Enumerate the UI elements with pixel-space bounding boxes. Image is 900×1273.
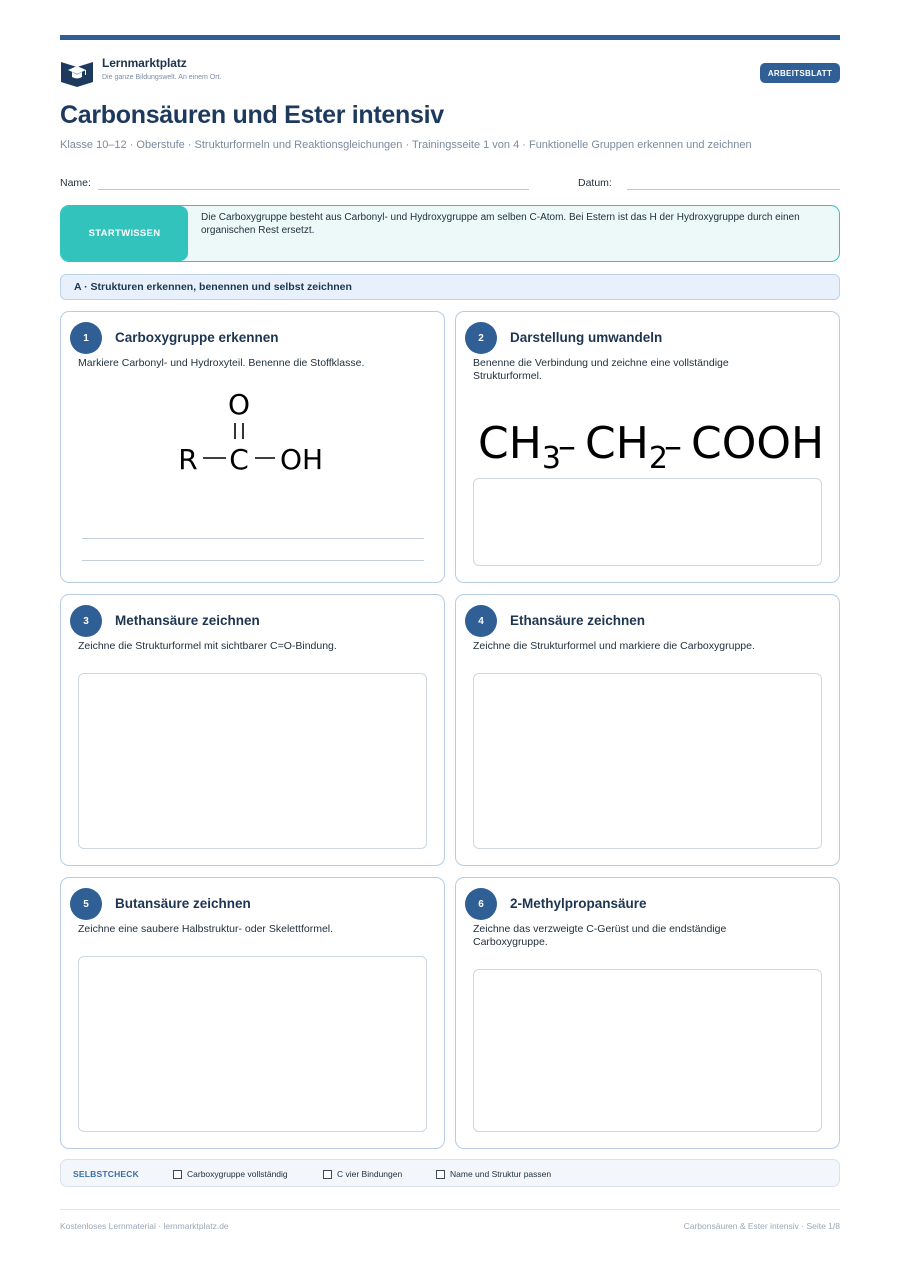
task-card-1 (60, 311, 445, 583)
footer-source: Kostenloses Lernmaterial · lernmarktplatz.de (60, 1221, 229, 1231)
svg-text:COOH: COOH (691, 418, 825, 469)
drawing-area[interactable] (78, 673, 427, 849)
section-header: A · Strukturen erkennen, benennen und selbst zeichnen (60, 274, 840, 300)
startwissen-label: STARTWISSEN (61, 206, 188, 261)
drawing-area[interactable] (473, 969, 822, 1132)
worksheet-badge: ARBEITSBLATT (760, 63, 840, 83)
task-number: 5 (70, 888, 102, 920)
answer-line[interactable] (82, 538, 424, 539)
footer-page-info: Carbonsäuren & Ester intensiv · Seite 1/8 (683, 1221, 840, 1231)
task-title: 2-Methylpropansäure (510, 896, 647, 911)
carbon-atom: C (229, 443, 249, 476)
task-instruction: Zeichne die Strukturformel und markiere die Carboxygruppe. (473, 640, 755, 652)
condensed-formula (478, 412, 828, 472)
task-instruction: Benenne die Verbindung und zeichne eine vollständige Strukturformel. (473, 357, 729, 382)
svg-text:–: – (664, 426, 682, 467)
task-instruction: Zeichne das verzweigte C-Gerüst und die endständige Carboxygruppe. (473, 923, 727, 948)
task-number: 2 (465, 322, 497, 354)
brand (60, 56, 221, 88)
task-title: Ethansäure zeichnen (510, 613, 646, 628)
answer-line[interactable] (82, 560, 424, 561)
task-number: 6 (465, 888, 497, 920)
task-instruction: Zeichne eine saubere Halbstruktur- oder Skelettformel. (78, 923, 334, 935)
date-label: Datum: (578, 177, 612, 189)
graduation-cap-logo-icon (60, 58, 94, 88)
selfcheck-item[interactable]: Name und Struktur passen (436, 1169, 551, 1179)
task-number: 4 (465, 605, 497, 637)
svg-text:–: – (558, 426, 576, 467)
task-card-6 (455, 877, 840, 1149)
task-card-4 (455, 594, 840, 866)
task-number: 3 (70, 605, 102, 637)
checkbox[interactable] (436, 1170, 445, 1179)
task-title: Darstellung umwandeln (510, 330, 663, 345)
page-subtitle: Klasse 10–12 · Oberstufe · Strukturformeln und Reaktionsgleichungen · Trainingsseite 1 von 4 · Funktionelle Gruppen erkennen und zeichnen (60, 139, 752, 151)
checkbox[interactable] (323, 1170, 332, 1179)
task-instruction: Markiere Carbonyl- und Hydroxyteil. Benenne die Stoffklasse. (78, 357, 365, 369)
r-group: R (178, 443, 198, 476)
task-card-3 (60, 594, 445, 866)
checkbox[interactable] (173, 1170, 182, 1179)
task-card-5 (60, 877, 445, 1149)
top-accent-bar (60, 35, 840, 40)
name-field[interactable] (98, 189, 529, 190)
date-field[interactable] (627, 189, 840, 190)
drawing-area[interactable] (473, 673, 822, 849)
selfcheck-bar (60, 1159, 840, 1187)
selfcheck-item[interactable]: Carboxygruppe vollständig (173, 1169, 288, 1179)
oxygen-atom: O (227, 388, 251, 421)
svg-text:CH3: $CH_3$ (478, 418, 561, 472)
task-title: Butansäure zeichnen (115, 896, 251, 911)
startwissen-text: Die Carboxygruppe besteht aus Carbonyl- und Hydroxygruppe am selben C-Atom. Bei Estern ist das H der Hydroxygruppe durch einen organischen Rest ersetzt. (201, 212, 800, 236)
drawing-area[interactable] (473, 478, 822, 566)
hydroxy-group: OH (280, 443, 324, 476)
task-title: Carboxygruppe erkennen (115, 330, 279, 345)
selfcheck-label: SELBSTCHECK (73, 1169, 139, 1179)
task-title: Methansäure zeichnen (115, 613, 260, 628)
brand-name: Lernmarktplatz (102, 56, 187, 70)
carboxy-structure-formula (166, 387, 346, 487)
brand-tagline: Die ganze Bildungswelt. An einem Ort. (102, 74, 222, 81)
task-instruction: Zeichne die Strukturformel mit sichtbarer C=O-Bindung. (78, 640, 337, 652)
footer-divider (60, 1209, 840, 1210)
page-title: Carbonsäuren und Ester intensiv (60, 101, 444, 129)
task-number: 1 (70, 322, 102, 354)
svg-text:CH2: $CH_2$ (585, 418, 668, 472)
selfcheck-item[interactable]: C vier Bindungen (323, 1169, 402, 1179)
task-card-2 (455, 311, 840, 583)
drawing-area[interactable] (78, 956, 427, 1132)
name-label: Name: (60, 177, 91, 189)
startwissen-box (60, 205, 840, 262)
